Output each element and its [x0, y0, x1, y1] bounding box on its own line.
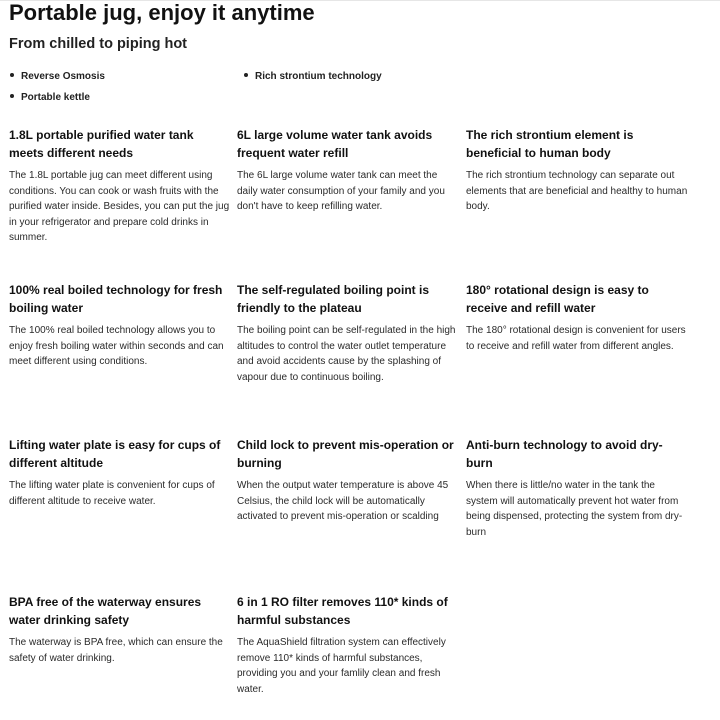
- feature-description: The 180° rotational design is convenient for users to receive and refill water from different angles.: [466, 325, 686, 352]
- bullet-label: Portable kettle: [21, 92, 90, 103]
- feature-bpa-free: [9, 593, 231, 666]
- bullet-dot-icon: [244, 73, 248, 77]
- feature-title: 6L large volume water tank avoids frequent water refill: [237, 128, 433, 160]
- bullet-label: Reverse Osmosis: [21, 71, 105, 82]
- feature-large-tank: [237, 126, 459, 215]
- feature-title: Lifting water plate is easy for cups of different altitude: [9, 438, 221, 470]
- feature-title: 100% real boiled technology for fresh boiling water: [9, 283, 223, 315]
- bullet-label: Rich strontium technology: [255, 71, 382, 82]
- feature-description: The AquaShield filtration system can effectively remove 110* kinds of harmful substances, providing you and your famlily clean and fresh water.: [237, 637, 446, 695]
- feature-description: The 6L large volume water tank can meet the daily water consumption of your family and you don't have to keep refilling water.: [237, 170, 445, 212]
- feature-child-lock: [237, 436, 459, 525]
- feature-description: The lifting water plate is convenient for cups of different altitude to receive water.: [9, 480, 215, 507]
- feature-title: The self-regulated boiling point is friendly to the plateau: [237, 283, 430, 315]
- feature-real-boiled: [9, 281, 231, 370]
- feature-title: 180° rotational design is easy to receive and refill water: [466, 283, 649, 315]
- feature-description: When the output water temperature is above 45 Celsius, the child lock will be automatically activated to prevent mis-operation or scalding: [237, 480, 449, 522]
- bullet-dot-icon: [10, 94, 14, 98]
- feature-description: When there is little/no water in the tank the system will automatically prevent hot water from being dispensed, protecting the system from dry-burn: [466, 480, 683, 538]
- feature-description: The 1.8L portable jug can meet different using conditions. You can cook or wash fruits with the purified water inside. Besides, you can put the jug in your refrigerator and prepare cold drinks in summer.: [9, 170, 230, 243]
- bullet-dot-icon: [10, 73, 14, 77]
- feature-title: 6 in 1 RO filter removes 110* kinds of harmful substances: [237, 595, 448, 627]
- feature-description: The 100% real boiled technology allows you to enjoy fresh boiling water within seconds and can meet different using conditions.: [9, 325, 224, 367]
- feature-title: 1.8L portable purified water tank meets different needs: [9, 128, 194, 160]
- feature-description: The rich strontium technology can separate out elements that are beneficial and healthy to human body.: [466, 170, 688, 212]
- feature-anti-burn: [466, 436, 688, 540]
- feature-title: The rich strontium element is beneficial to human body: [466, 128, 634, 160]
- page-title: Portable jug, enjoy it anytime: [9, 0, 315, 25]
- feature-ro-filter: [237, 593, 459, 697]
- feature-lifting-plate: [9, 436, 231, 509]
- feature-title: Child lock to prevent mis-operation or burning: [237, 438, 454, 470]
- feature-title: Anti-burn technology to avoid dry-burn: [466, 438, 663, 470]
- bullet-item-strontium: [244, 70, 382, 84]
- bullet-item-portable-kettle: [10, 91, 90, 105]
- feature-boiling-point: [237, 281, 459, 385]
- feature-strontium: [466, 126, 688, 215]
- feature-description: The boiling point can be self-regulated in the high altitudes to control the water outlet temperature and avoid accidents cause by the splashing of vapour due to continuous boiling.: [237, 325, 456, 383]
- bullet-item-reverse-osmosis: [10, 70, 105, 84]
- feature-rotational-design: [466, 281, 688, 354]
- feature-portable-tank: [9, 126, 231, 246]
- feature-description: The waterway is BPA free, which can ensure the safety of water drinking.: [9, 637, 223, 664]
- page-subtitle: From chilled to piping hot: [9, 36, 188, 52]
- feature-title: BPA free of the waterway ensures water drinking safety: [9, 595, 202, 627]
